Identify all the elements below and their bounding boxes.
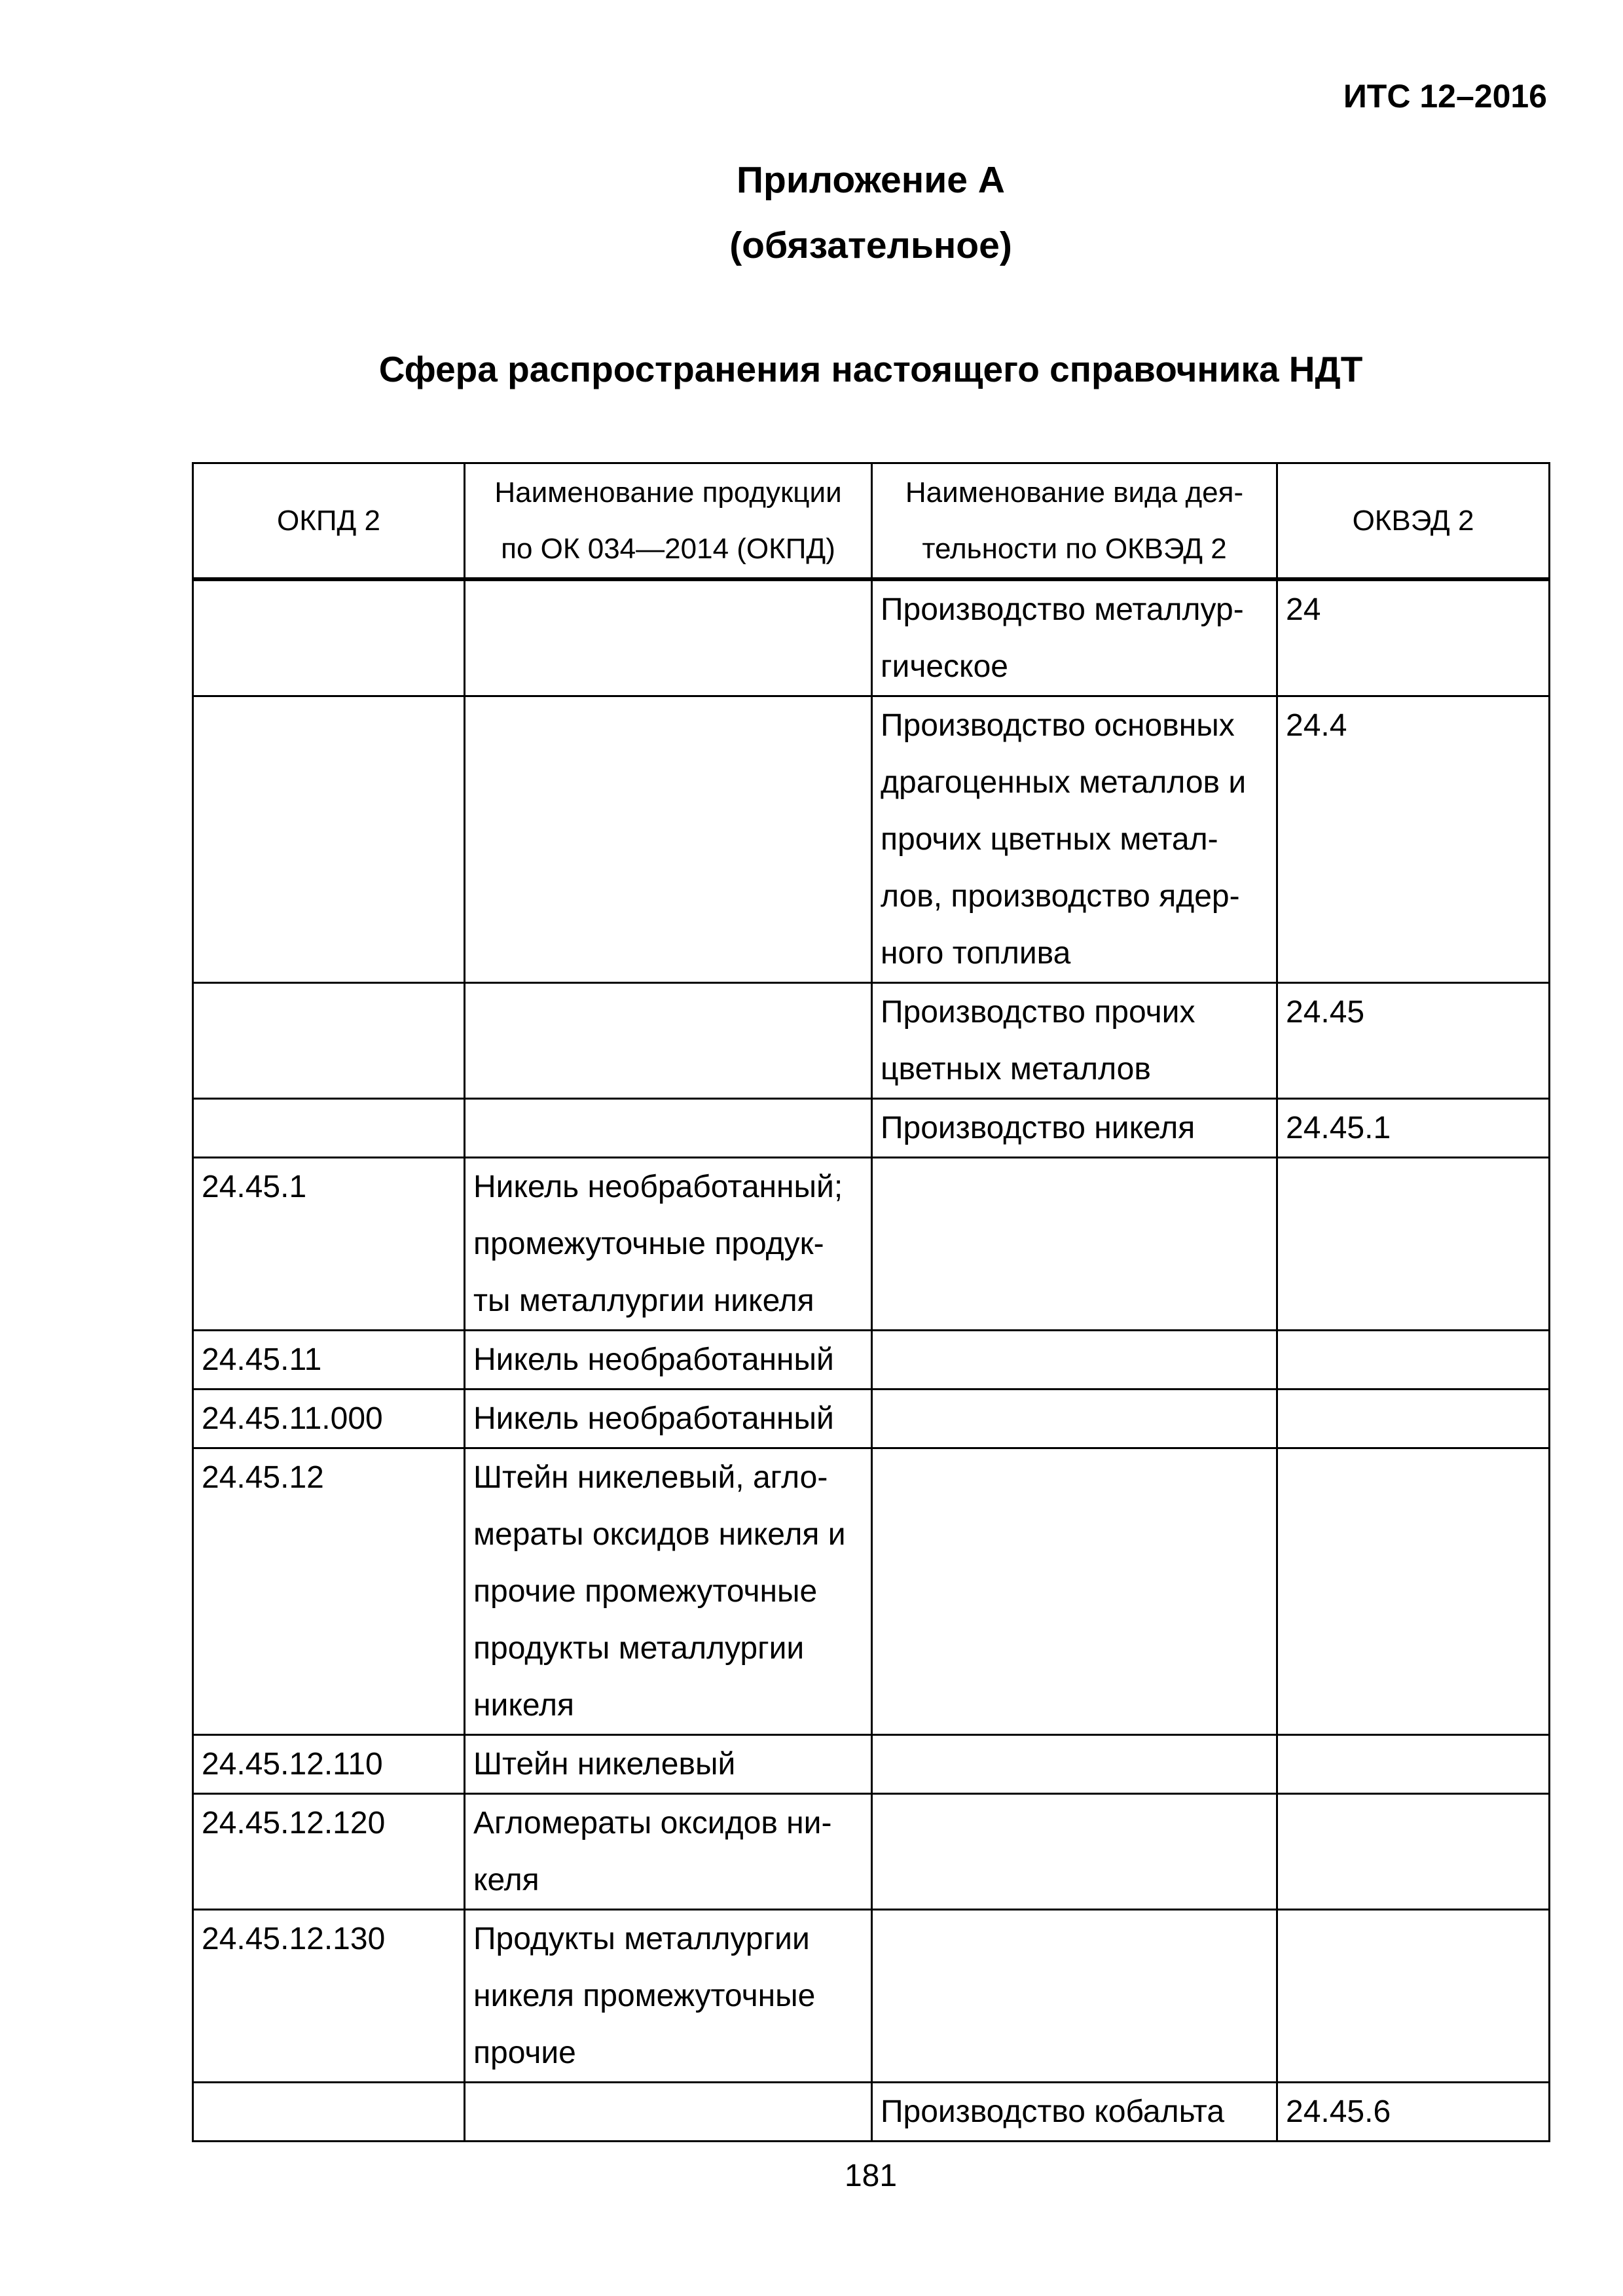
okved-code-cell <box>1277 1331 1550 1390</box>
table-row <box>193 579 1550 696</box>
page-number: 181 <box>844 2159 898 2193</box>
table-row <box>193 696 1550 983</box>
okved-code-cell <box>1277 1448 1550 1735</box>
okpd-code-cell <box>193 1099 465 1158</box>
activity-name-line: ного топлива <box>881 936 1071 971</box>
product-name-line: Никель необработанный; <box>473 1170 843 1204</box>
product-name-cell <box>465 983 872 1099</box>
product-name-cell <box>465 1910 872 2083</box>
table-row <box>193 2083 1550 2142</box>
activity-name-cell <box>872 1331 1277 1390</box>
activity-name-cell <box>872 1158 1277 1331</box>
appendix-title: Приложение А <box>737 159 1005 201</box>
header-activity-line-2: тельности по ОКВЭД 2 <box>922 532 1227 565</box>
activity-name-line: Производство кобальта <box>881 2094 1225 2129</box>
product-name-cell <box>465 1448 872 1735</box>
activity-name-cell <box>872 1448 1277 1735</box>
header-activity-name <box>872 463 1277 580</box>
header-okved: ОКВЭД 2 <box>1277 463 1550 580</box>
product-name-cell <box>465 1794 872 1910</box>
activity-name-line: драгоценных металлов и <box>881 765 1247 800</box>
activity-name-line: гическое <box>881 649 1008 684</box>
okpd-code-cell: 24.45.12 <box>193 1448 465 1735</box>
activity-name-line: Производство основных <box>881 708 1235 743</box>
okpd-code-cell <box>193 983 465 1099</box>
okved-code-cell <box>1277 1735 1550 1794</box>
activity-name-cell <box>872 579 1277 696</box>
header-product-line-2: по ОК 034—2014 (ОКПД) <box>501 532 835 565</box>
product-name-line: Штейн никелевый, агло- <box>473 1460 828 1495</box>
product-name-cell <box>465 696 872 983</box>
product-name-line: ты металлургии никеля <box>473 1283 814 1318</box>
header-product-line-1: Наименование продукции <box>494 476 842 509</box>
table-row <box>193 1448 1550 1735</box>
table-row <box>193 1331 1550 1390</box>
table-header-row <box>193 463 1550 580</box>
activity-name-line: лов, производство ядер- <box>881 879 1240 914</box>
product-name-cell <box>465 1390 872 1448</box>
okpd-code-cell: 24.45.11 <box>193 1331 465 1390</box>
okved-code-cell: 24.45.6 <box>1277 2083 1550 2142</box>
appendix-status: (обязательное) <box>729 224 1012 266</box>
activity-name-cell <box>872 1794 1277 1910</box>
product-name-line: Штейн никелевый <box>473 1747 736 1782</box>
product-name-line: никеля <box>473 1688 574 1723</box>
okved-code-cell: 24.45.1 <box>1277 1099 1550 1158</box>
product-name-line: прочие промежуточные <box>473 1574 818 1609</box>
product-name-line: прочие <box>473 2036 576 2070</box>
product-name-line: Агломераты оксидов ни- <box>473 1806 832 1840</box>
table-row <box>193 1099 1550 1158</box>
okved-code-cell <box>1277 1390 1550 1448</box>
activity-name-cell <box>872 1735 1277 1794</box>
activity-name-line: цветных металлов <box>881 1052 1151 1086</box>
okved-code-cell <box>1277 1794 1550 1910</box>
table-row <box>193 1794 1550 1910</box>
okpd-code-cell: 24.45.12.130 <box>193 1910 465 2083</box>
activity-name-line: Производство никеля <box>881 1111 1195 1145</box>
table-row <box>193 1158 1550 1331</box>
section-title: Сфера распространения настоящего справочника НДТ <box>378 349 1363 389</box>
product-name-line: никеля промежуточные <box>473 1979 816 2013</box>
table-row <box>193 983 1550 1099</box>
okpd-code-cell: 24.45.1 <box>193 1158 465 1331</box>
product-name-cell <box>465 1331 872 1390</box>
product-name-cell <box>465 1158 872 1331</box>
header-activity-line-1: Наименование вида дея- <box>905 476 1244 509</box>
product-name-cell <box>465 2083 872 2142</box>
product-name-line: продукты металлургии <box>473 1631 805 1666</box>
product-name-line: келя <box>473 1863 539 1897</box>
activity-name-cell <box>872 2083 1277 2142</box>
okved-code-cell <box>1277 1158 1550 1331</box>
activity-name-line: Производство металлур- <box>881 592 1244 627</box>
okved-code-cell <box>1277 1910 1550 2083</box>
product-name-line: Продукты металлургии <box>473 1922 810 1956</box>
okpd-code-cell <box>193 2083 465 2142</box>
table-row <box>193 1390 1550 1448</box>
product-name-line: промежуточные продук- <box>473 1227 824 1261</box>
okved-code-cell: 24.45 <box>1277 983 1550 1099</box>
okpd-code-cell: 24.45.12.120 <box>193 1794 465 1910</box>
header-product-name <box>465 463 872 580</box>
okpd-code-cell: 24.45.12.110 <box>193 1735 465 1794</box>
product-name-line: Никель необработанный <box>473 1342 834 1377</box>
activity-name-line: прочих цветных метал- <box>881 822 1218 857</box>
activity-name-cell <box>872 983 1277 1099</box>
table-row <box>193 1910 1550 2083</box>
product-name-line: мераты оксидов никеля и <box>473 1517 846 1552</box>
okved-code-cell: 24.4 <box>1277 696 1550 983</box>
activity-name-cell <box>872 1099 1277 1158</box>
table-body <box>193 579 1550 2142</box>
scope-table <box>192 462 1550 2142</box>
table-row <box>193 1735 1550 1794</box>
product-name-line: Никель необработанный <box>473 1401 834 1436</box>
activity-name-cell <box>872 696 1277 983</box>
document-code: ИТС 12–2016 <box>1343 78 1547 115</box>
okpd-code-cell <box>193 579 465 696</box>
okpd-code-cell: 24.45.11.000 <box>193 1390 465 1448</box>
header-okpd: ОКПД 2 <box>193 463 465 580</box>
activity-name-line: Производство прочих <box>881 995 1195 1030</box>
product-name-cell <box>465 1735 872 1794</box>
product-name-cell <box>465 1099 872 1158</box>
okved-code-cell: 24 <box>1277 579 1550 696</box>
okpd-code-cell <box>193 696 465 983</box>
activity-name-cell <box>872 1390 1277 1448</box>
product-name-cell <box>465 579 872 696</box>
activity-name-cell <box>872 1910 1277 2083</box>
